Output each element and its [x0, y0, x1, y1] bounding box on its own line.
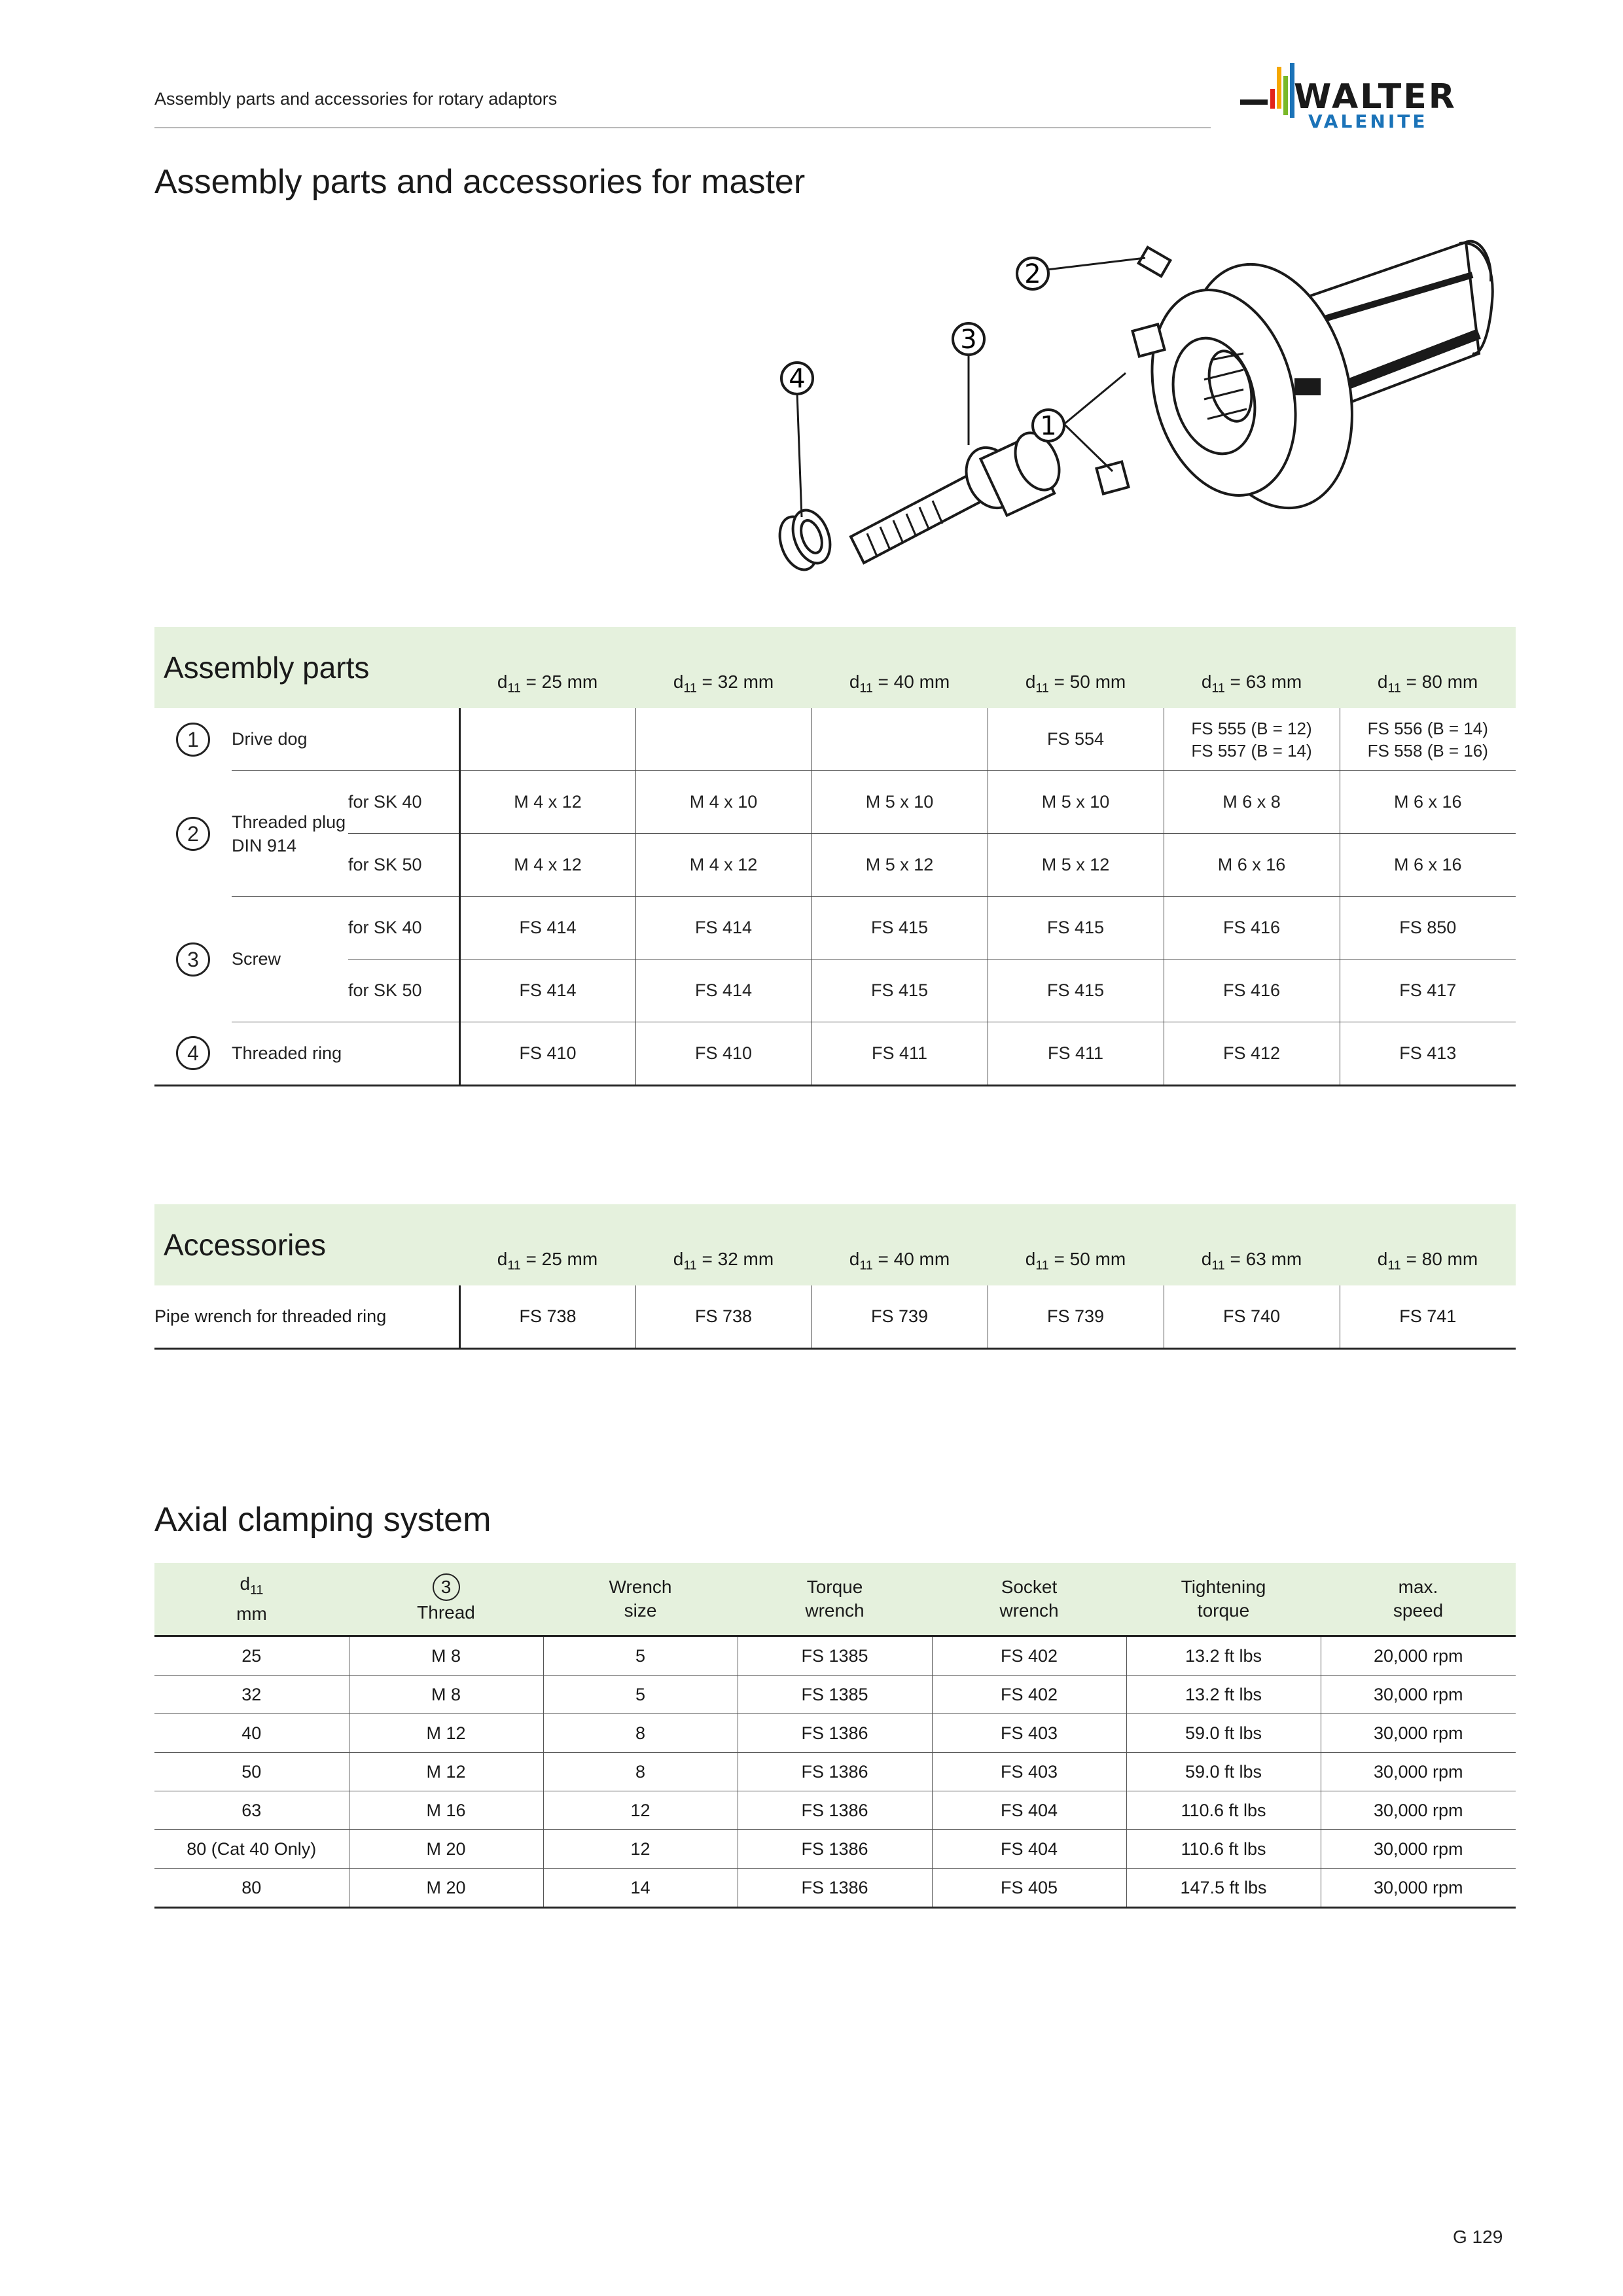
- column-header: $d_{11} = 40$ mm: [812, 627, 988, 708]
- column-header: Tightening torque: [1126, 1563, 1321, 1636]
- page-number: G 129: [1453, 2227, 1503, 2247]
- accessory-label: Pipe wrench for threaded ring: [154, 1285, 459, 1349]
- table-cell: FS 404: [932, 1830, 1126, 1869]
- table-cell: 30,000 rpm: [1321, 1869, 1516, 1908]
- table-header-row: [154, 627, 1516, 708]
- table-cell: 63: [154, 1791, 349, 1830]
- logo-wordmark: WALTER: [1294, 77, 1457, 117]
- part-label: Screw: [232, 897, 348, 1022]
- table-cell: FS 402: [932, 1636, 1126, 1676]
- column-header: Wrench size: [543, 1563, 738, 1636]
- table-cell: 147.5 ft lbs: [1126, 1869, 1321, 1908]
- table-cell: 110.6 ft lbs: [1126, 1830, 1321, 1869]
- table-cell: 50: [154, 1753, 349, 1791]
- table-row: 1 Drive dog FS 554 FS 555 (B = 12) FS 557 (B = 14) FS 556 (B = 14) FS 558 (B = 16): [154, 708, 1516, 771]
- table-cell: 13.2 ft lbs: [1126, 1636, 1321, 1676]
- column-header: 3 Thread: [349, 1563, 543, 1636]
- table-cell: M 20: [349, 1830, 543, 1869]
- table-row: 3 Screw for SK 40 FS 414 FS 414 FS 415 FS 415 FS 416 FS 850: [154, 897, 1516, 960]
- table-cell: 30,000 rpm: [1321, 1753, 1516, 1791]
- table-row: [154, 1636, 1516, 1676]
- table-row: [154, 1791, 1516, 1830]
- table-row: for SK 50 FS 414 FS 414 FS 415 FS 415 FS 416 FS 417: [154, 960, 1516, 1022]
- table-row: [154, 1869, 1516, 1908]
- table-cell: 32: [154, 1676, 349, 1714]
- column-header: $d_{11}$ mm: [154, 1563, 349, 1636]
- table-cell: 80 (Cat 40 Only): [154, 1830, 349, 1869]
- table-cell: FS 404: [932, 1791, 1126, 1830]
- column-header: $d_{11} = 32$ mm: [635, 1204, 812, 1285]
- table-cell: M 12: [349, 1753, 543, 1791]
- table-cell: 30,000 rpm: [1321, 1791, 1516, 1830]
- table-cell: 40: [154, 1714, 349, 1753]
- table-cell: FS 1386: [738, 1791, 932, 1830]
- logo-subword: VALENITE: [1308, 111, 1428, 132]
- table-cell: 12: [543, 1791, 738, 1830]
- part-label: Threaded plug DIN 914: [232, 771, 348, 897]
- table-cell: M 16: [349, 1791, 543, 1830]
- assembly-parts-table: [154, 627, 1516, 1086]
- callout-2: 2: [1024, 259, 1041, 289]
- section-heading: Assembly parts: [154, 627, 459, 708]
- table-cell: 59.0 ft lbs: [1126, 1753, 1321, 1791]
- logo-color-bars: [1240, 60, 1299, 139]
- column-header: Torque wrench: [738, 1563, 932, 1636]
- table-header-row: [154, 1204, 1516, 1285]
- table-cell: M 8: [349, 1636, 543, 1676]
- table-cell: FS 402: [932, 1676, 1126, 1714]
- table-cell: FS 405: [932, 1869, 1126, 1908]
- table-cell: FS 1385: [738, 1636, 932, 1676]
- table-row: 2 Threaded plug DIN 914 for SK 40 M 4 x 12 M 4 x 10 M 5 x 10 M 5 x 10 M 6 x 8 M 6 x 16: [154, 771, 1516, 834]
- column-header: Socket wrench: [932, 1563, 1126, 1636]
- column-header: $d_{11} = 32$ mm: [635, 627, 812, 708]
- header-rule: [154, 127, 1211, 128]
- axial-clamping-table: [154, 1563, 1516, 1909]
- column-header: $d_{11} = 40$ mm: [812, 1204, 988, 1285]
- item-number: 4: [176, 1036, 210, 1070]
- table-cell: FS 1385: [738, 1676, 932, 1714]
- table-row: for SK 50 M 4 x 12 M 4 x 12 M 5 x 12 M 5 x 12 M 6 x 16 M 6 x 16: [154, 834, 1516, 897]
- part-label: Drive dog: [232, 729, 308, 749]
- table-row: [154, 1753, 1516, 1791]
- table-cell: 5: [543, 1636, 738, 1676]
- table-cell: 80: [154, 1869, 349, 1908]
- table-cell: M 20: [349, 1869, 543, 1908]
- table-cell: FS 403: [932, 1753, 1126, 1791]
- column-header: $d_{11} = 50$ mm: [988, 627, 1164, 708]
- table-cell: 12: [543, 1830, 738, 1869]
- page-title: Assembly parts and accessories for master: [154, 163, 806, 201]
- table-cell: 30,000 rpm: [1321, 1830, 1516, 1869]
- table-row: [154, 1714, 1516, 1753]
- item-number: 3: [176, 942, 210, 977]
- table-cell: FS 403: [932, 1714, 1126, 1753]
- section-heading: Accessories: [154, 1204, 459, 1285]
- table-cell: FS 1386: [738, 1830, 932, 1869]
- callout-3: 3: [960, 325, 977, 355]
- table-row: 4 Threaded ring FS 410 FS 410 FS 411 FS 411 FS 412 FS 413: [154, 1022, 1516, 1086]
- table-cell: 8: [543, 1714, 738, 1753]
- column-header: max. speed: [1321, 1563, 1516, 1636]
- table-cell: FS 1386: [738, 1869, 932, 1908]
- callout-1: 1: [1040, 411, 1057, 441]
- table-cell: 13.2 ft lbs: [1126, 1676, 1321, 1714]
- table-cell: 8: [543, 1753, 738, 1791]
- table-header-row: [154, 1563, 1516, 1636]
- callout-4: 4: [789, 364, 806, 394]
- column-header: $d_{11} = 25$ mm: [459, 1204, 635, 1285]
- column-header: $d_{11} = 63$ mm: [1164, 627, 1340, 708]
- item-number: 1: [176, 723, 210, 757]
- walter-valenite-logo: [1240, 60, 1515, 139]
- column-header: $d_{11} = 80$ mm: [1340, 1204, 1516, 1285]
- table-cell: FS 1386: [738, 1753, 932, 1791]
- table-row: Pipe wrench for threaded ring FS 738 FS 738 FS 739 FS 739 FS 740 FS 741: [154, 1285, 1516, 1349]
- column-header: $d_{11} = 63$ mm: [1164, 1204, 1340, 1285]
- table-cell: FS 1386: [738, 1714, 932, 1753]
- table-cell: 110.6 ft lbs: [1126, 1791, 1321, 1830]
- table-cell: 30,000 rpm: [1321, 1714, 1516, 1753]
- table-cell: 20,000 rpm: [1321, 1636, 1516, 1676]
- column-header: $d_{11} = 80$ mm: [1340, 627, 1516, 708]
- accessories-table: [154, 1204, 1516, 1350]
- table-cell: 59.0 ft lbs: [1126, 1714, 1321, 1753]
- table-row: [154, 1830, 1516, 1869]
- table-row: [154, 1676, 1516, 1714]
- column-header: $d_{11} = 50$ mm: [988, 1204, 1164, 1285]
- table-cell: 5: [543, 1676, 738, 1714]
- exploded-assembly-drawing: [772, 229, 1518, 596]
- running-header: Assembly parts and accessories for rotary adaptors: [154, 89, 558, 109]
- item-number: 3: [433, 1573, 460, 1601]
- part-label: Threaded ring: [232, 1022, 459, 1086]
- table-cell: M 12: [349, 1714, 543, 1753]
- table-cell: 14: [543, 1869, 738, 1908]
- table-cell: 30,000 rpm: [1321, 1676, 1516, 1714]
- table-cell: 25: [154, 1636, 349, 1676]
- axial-section-title: Axial clamping system: [154, 1501, 491, 1539]
- item-number: 2: [176, 817, 210, 851]
- table-cell: M 8: [349, 1676, 543, 1714]
- column-header: $d_{11} = 25$ mm: [459, 627, 635, 708]
